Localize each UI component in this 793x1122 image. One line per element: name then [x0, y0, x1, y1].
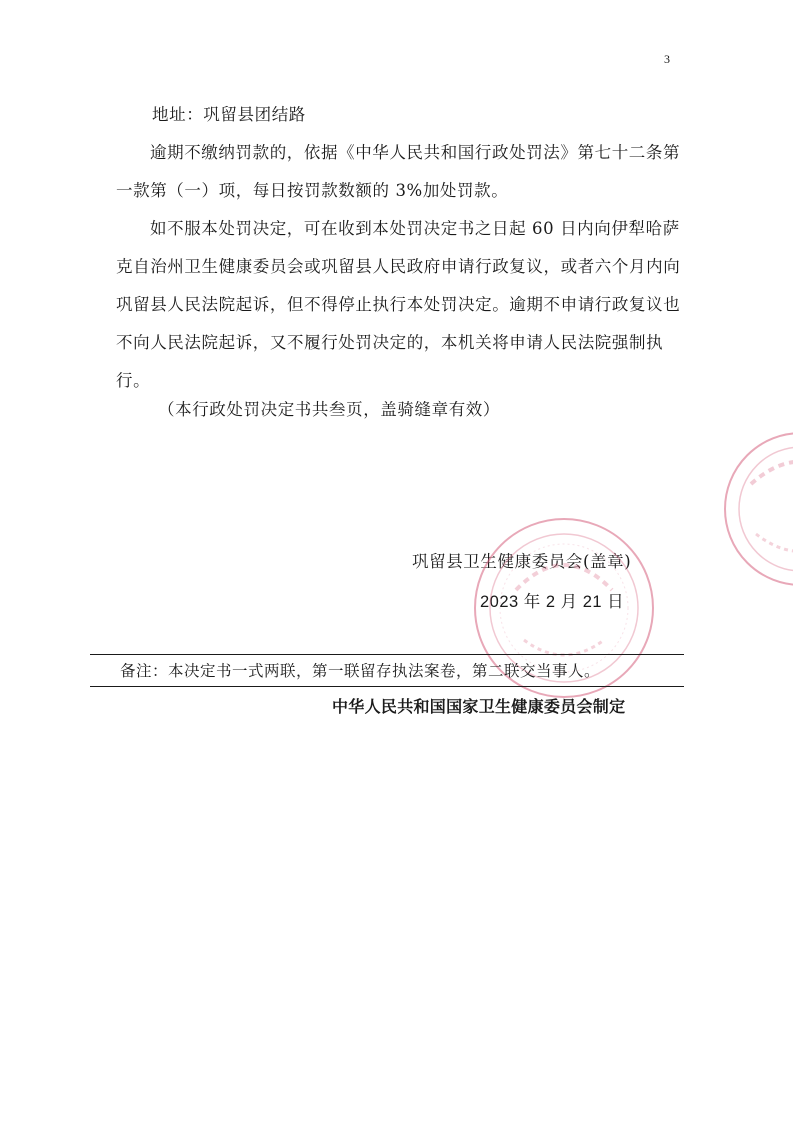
page-number: 3 [664, 52, 670, 66]
issue-date: 2023 年 2 月 21 日 [480, 593, 625, 611]
form-maker-line: 中华人民共和国国家卫生健康委员会制定 [332, 697, 626, 716]
pages-note: （本行政处罚决定书共叁页，盖骑缝章有效） [158, 400, 500, 419]
appeal-rights-paragraph: 如不服本处罚决定，可在收到本处罚决定书之日起 60 日内向伊犁哈萨克自治州卫生健康委员会或巩留县人民政府申请行政复议，或者六个月内向巩留县人民法院起诉，但不得停止执行本处罚决定。逾期不申请行政复议也不向人民法院起诉，又不履行处罚决定的，本机关将申请人民法院强制执行。 [116, 219, 681, 390]
overdue-penalty-paragraph: 逾期不缴纳罚款的，依据《中华人民共和国行政处罚法》第七十二条第一款第（一）项，每日按罚款数额的 3%加处罚款。 [116, 143, 681, 200]
seam-seal-stamp [724, 432, 793, 586]
remark-top-rule [90, 654, 684, 655]
remark-line: 备注：本决定书一式两联，第一联留存执法案卷，第二联交当事人。 [120, 662, 601, 680]
issuing-authority-signature: 巩留县卫生健康委员会(盖章) [412, 552, 632, 571]
address-line: 地址：巩留县团结路 [152, 105, 306, 124]
remark-bottom-rule [90, 686, 684, 687]
